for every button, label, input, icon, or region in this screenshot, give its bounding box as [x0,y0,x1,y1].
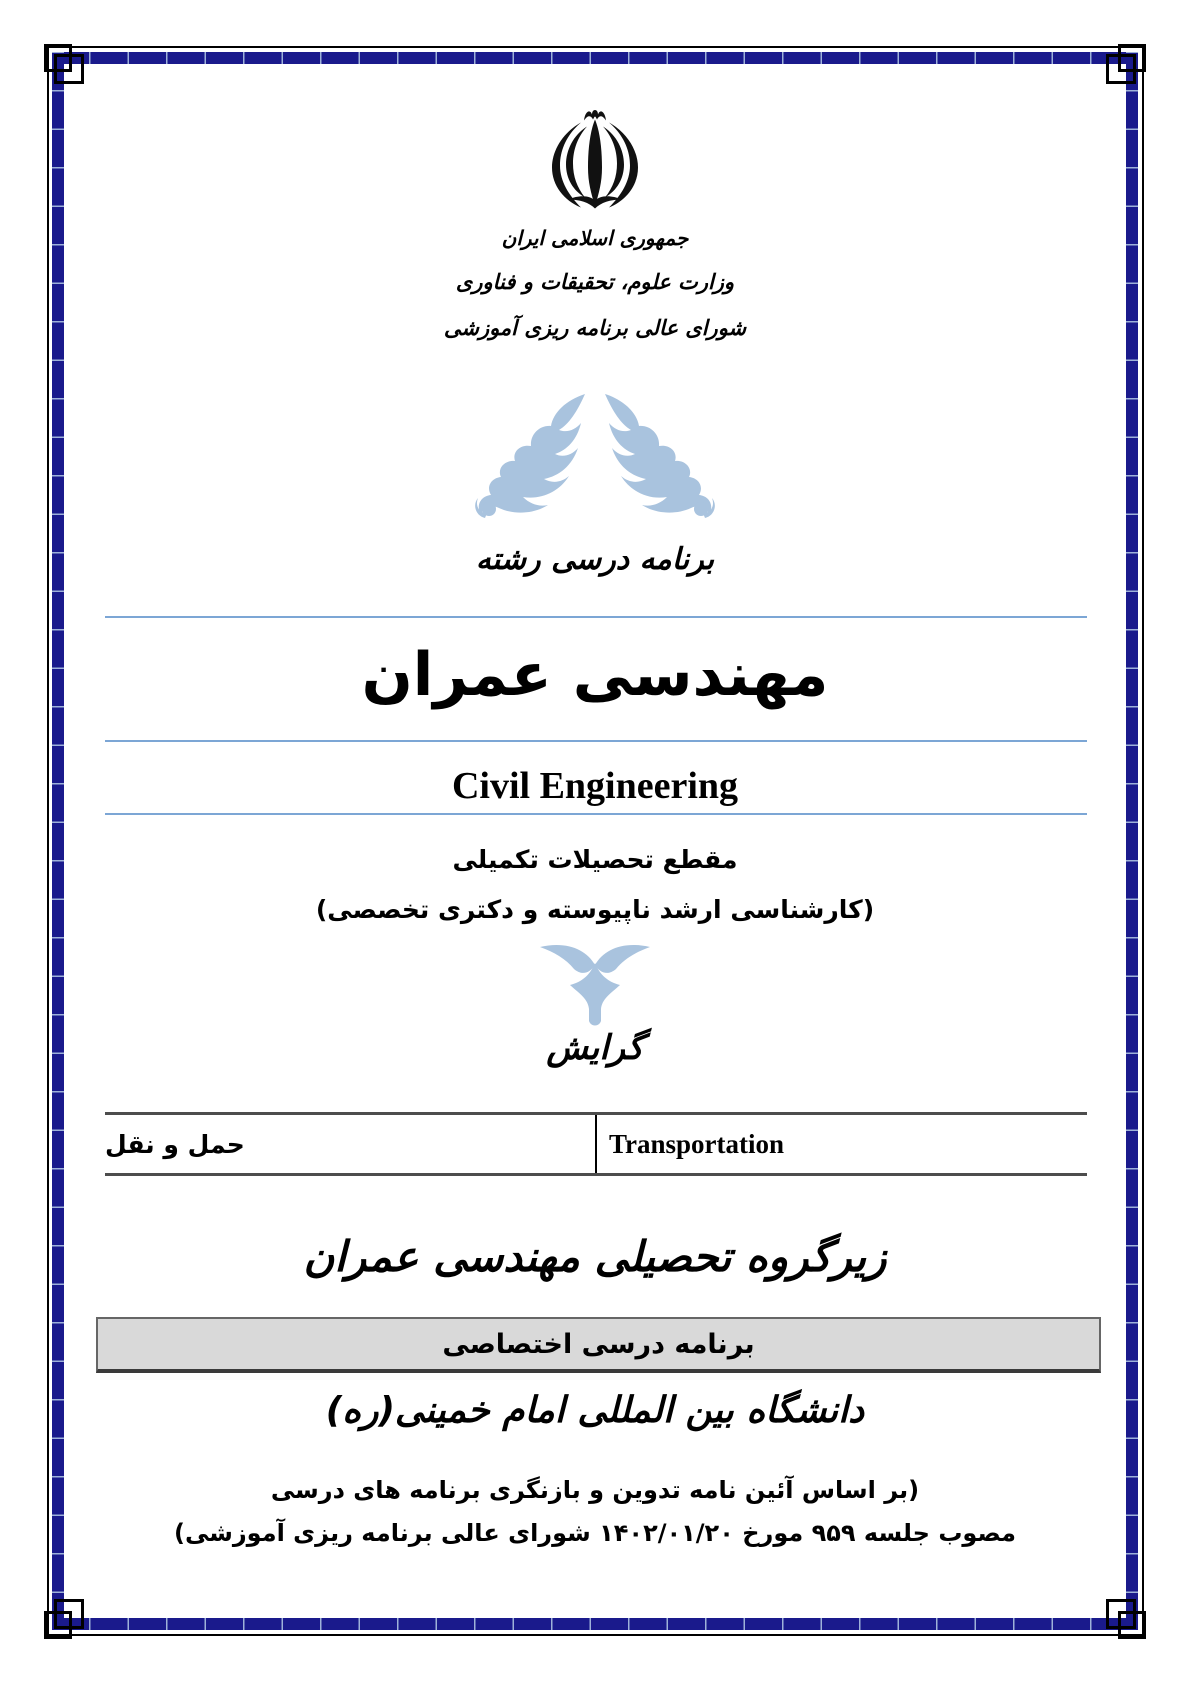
header-line-ministry: وزارت علوم، تحقیقات و فناوری [455,270,735,294]
orientation-table [105,1112,1087,1176]
divider-rule [105,616,1087,618]
banner-label: برنامه درسی اختصاصی [442,1328,755,1360]
page-title-en: Civil Engineering [451,765,739,807]
page-frame-band-top [52,52,1138,64]
corner-square-icon [1106,54,1136,84]
orientation-cell-fa: حمل و نقل [105,1115,597,1173]
divider-rule [105,813,1087,815]
university-line: دانشگاه بین المللی امام خمینی(ره) [325,1390,865,1431]
corner-square-icon [54,1599,84,1629]
corner-square-icon [54,54,84,84]
page-title-fa: مهندسی عمران [361,640,829,710]
footer-note-line2: مصوب جلسه ۹۵۹ مورخ ۱۴۰۲/۰۱/۲۰ شورای عالی برنامه ریزی آموزشی) [174,1519,1016,1547]
floral-flourish-icon [0,392,1190,520]
degree-detail-line: (کارشناسی ارشد ناپیوسته و دکتری تخصصی) [315,895,875,924]
corner-square-icon [1106,1599,1136,1629]
degree-level-line: مقطع تحصیلات تکمیلی [452,845,738,874]
floral-finial-icon [0,941,1190,1027]
banner-bar [96,1317,1101,1373]
orientation-label: گرایش [546,1028,644,1068]
header-line-republic: جمهوری اسلامی ایران [501,226,689,250]
page-frame-band-bottom [52,1618,1138,1630]
header-line-council: شورای عالی برنامه ریزی آموزشی [443,316,747,340]
program-label: برنامه درسی رشته [475,542,715,577]
footer-note-line1: (بر اساس آئین نامه تدوین و بازنگری برنامه های درسی [270,1476,920,1504]
divider-rule [105,740,1087,742]
orientation-cell-en: Transportation [609,1128,785,1159]
iran-emblem-icon [0,106,1190,214]
subgroup-line: زیرگروه تحصیلی مهندسی عمران [303,1232,887,1281]
